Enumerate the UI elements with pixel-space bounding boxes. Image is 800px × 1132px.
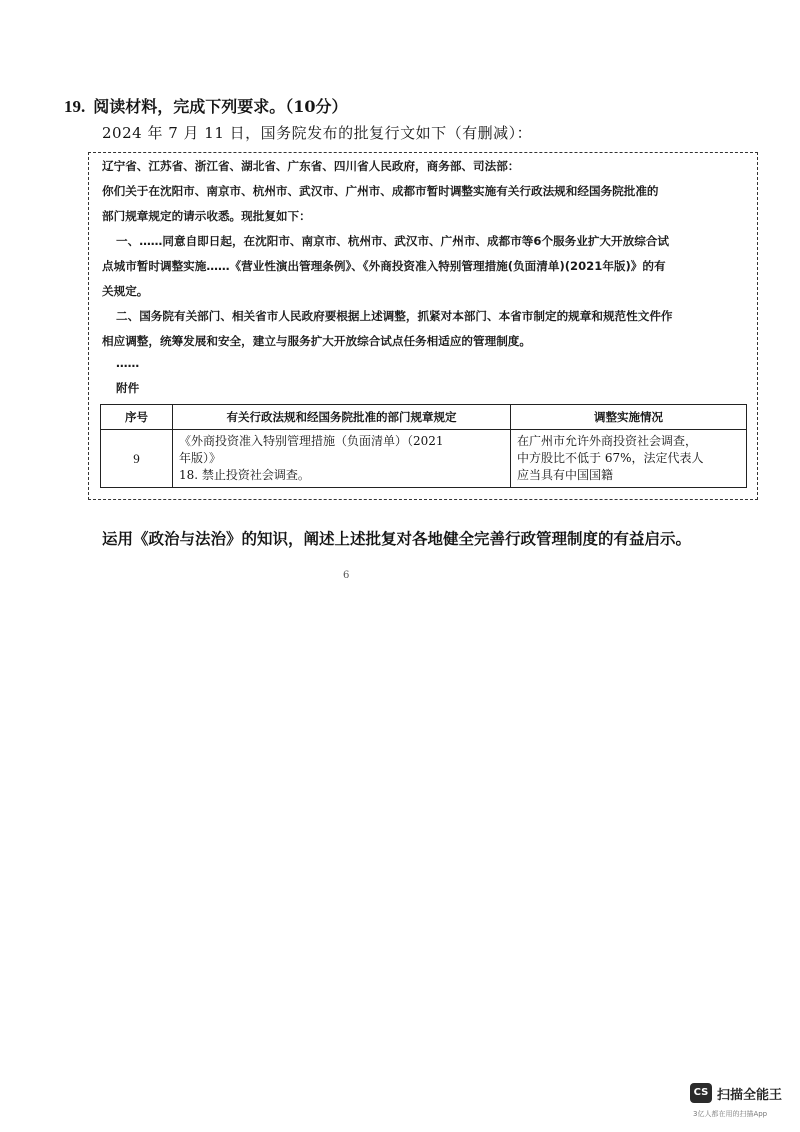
doc-line-3: 部门规章规定的请示收悉。现批复如下： xyxy=(102,209,311,223)
adjustment-line: 应当具有中国国籍 xyxy=(517,468,614,482)
doc-line-6: 关规定。 xyxy=(102,284,149,298)
doc-line-5: 点城市暂时调整实施……《营业性演出管理条例》、《外商投资准入特别管理措施(负面清单)(2021年版)》的有 xyxy=(102,259,666,273)
scanner-watermark xyxy=(690,1083,796,1123)
regulation-line: 年版）》 xyxy=(179,451,222,465)
doc-line-2: 你们关于在沈阳市、南京市、杭州市、武汉市、广州市、成都市暂时调整实施有关行政法规和经国务院批准的 xyxy=(102,184,659,198)
row-number: 9 xyxy=(101,430,173,488)
doc-line-8: 相应调整，统筹发展和安全，建立与服务扩大开放综合试点任务相适应的管理制度。 xyxy=(102,334,531,348)
stray-mark: 6 xyxy=(343,570,350,581)
question-prompt: 运用《政治与法治》的知识，阐述上述批复对各地健全完善行政管理制度的有益启示。 xyxy=(102,529,692,548)
annex-table xyxy=(100,404,747,488)
annex-header-row xyxy=(101,405,747,430)
header-adjustment: 调整实施情况 xyxy=(511,405,747,430)
doc-line-4: 一、……同意自即日起，在沈阳市、南京市、杭州市、武汉市、广州市、成都市等6个服务业扩大开放综合试 xyxy=(116,234,669,248)
adjustment-line: 中方股比不低于 67%，法定代表人 xyxy=(517,451,704,465)
table-row xyxy=(101,430,747,488)
doc-line-ellipsis: …… xyxy=(116,356,140,370)
header-regulation: 有关行政法规和经国务院批准的部门规章规定 xyxy=(173,405,511,430)
watermark-name: 扫描全能王 xyxy=(717,1088,783,1103)
question-intro: 2024 年 7 月 11 日，国务院发布的批复行文如下（有删减）： xyxy=(102,124,533,142)
row-adjustment xyxy=(511,430,747,488)
regulation-line: 18. 禁止投资社会调查。 xyxy=(179,468,310,482)
row-regulation xyxy=(173,430,511,488)
doc-line-addressees: 辽宁省、江苏省、浙江省、湖北省、广东省、四川省人民政府，商务部、司法部： xyxy=(102,159,520,173)
doc-line-7: 二、国务院有关部门、相关省市人民政府要根据上述调整，抓紧对本部门、本省市制定的规章和规范性文件作 xyxy=(116,309,673,323)
question-number: 19. xyxy=(64,97,86,116)
watermark-tagline: 3亿人都在用的扫描App xyxy=(693,1110,768,1118)
question-instruction: 阅读材料，完成下列要求。（10分） xyxy=(93,97,348,116)
annex-label: 附件 xyxy=(116,381,140,395)
regulation-line: 《外商投资准入特别管理措施（负面清单）（2021 xyxy=(179,434,444,448)
question-heading xyxy=(64,94,348,117)
adjustment-line: 在广州市允许外商投资社会调查， xyxy=(517,434,698,448)
camscanner-logo-icon: CS xyxy=(690,1083,712,1103)
header-number: 序号 xyxy=(101,405,173,430)
